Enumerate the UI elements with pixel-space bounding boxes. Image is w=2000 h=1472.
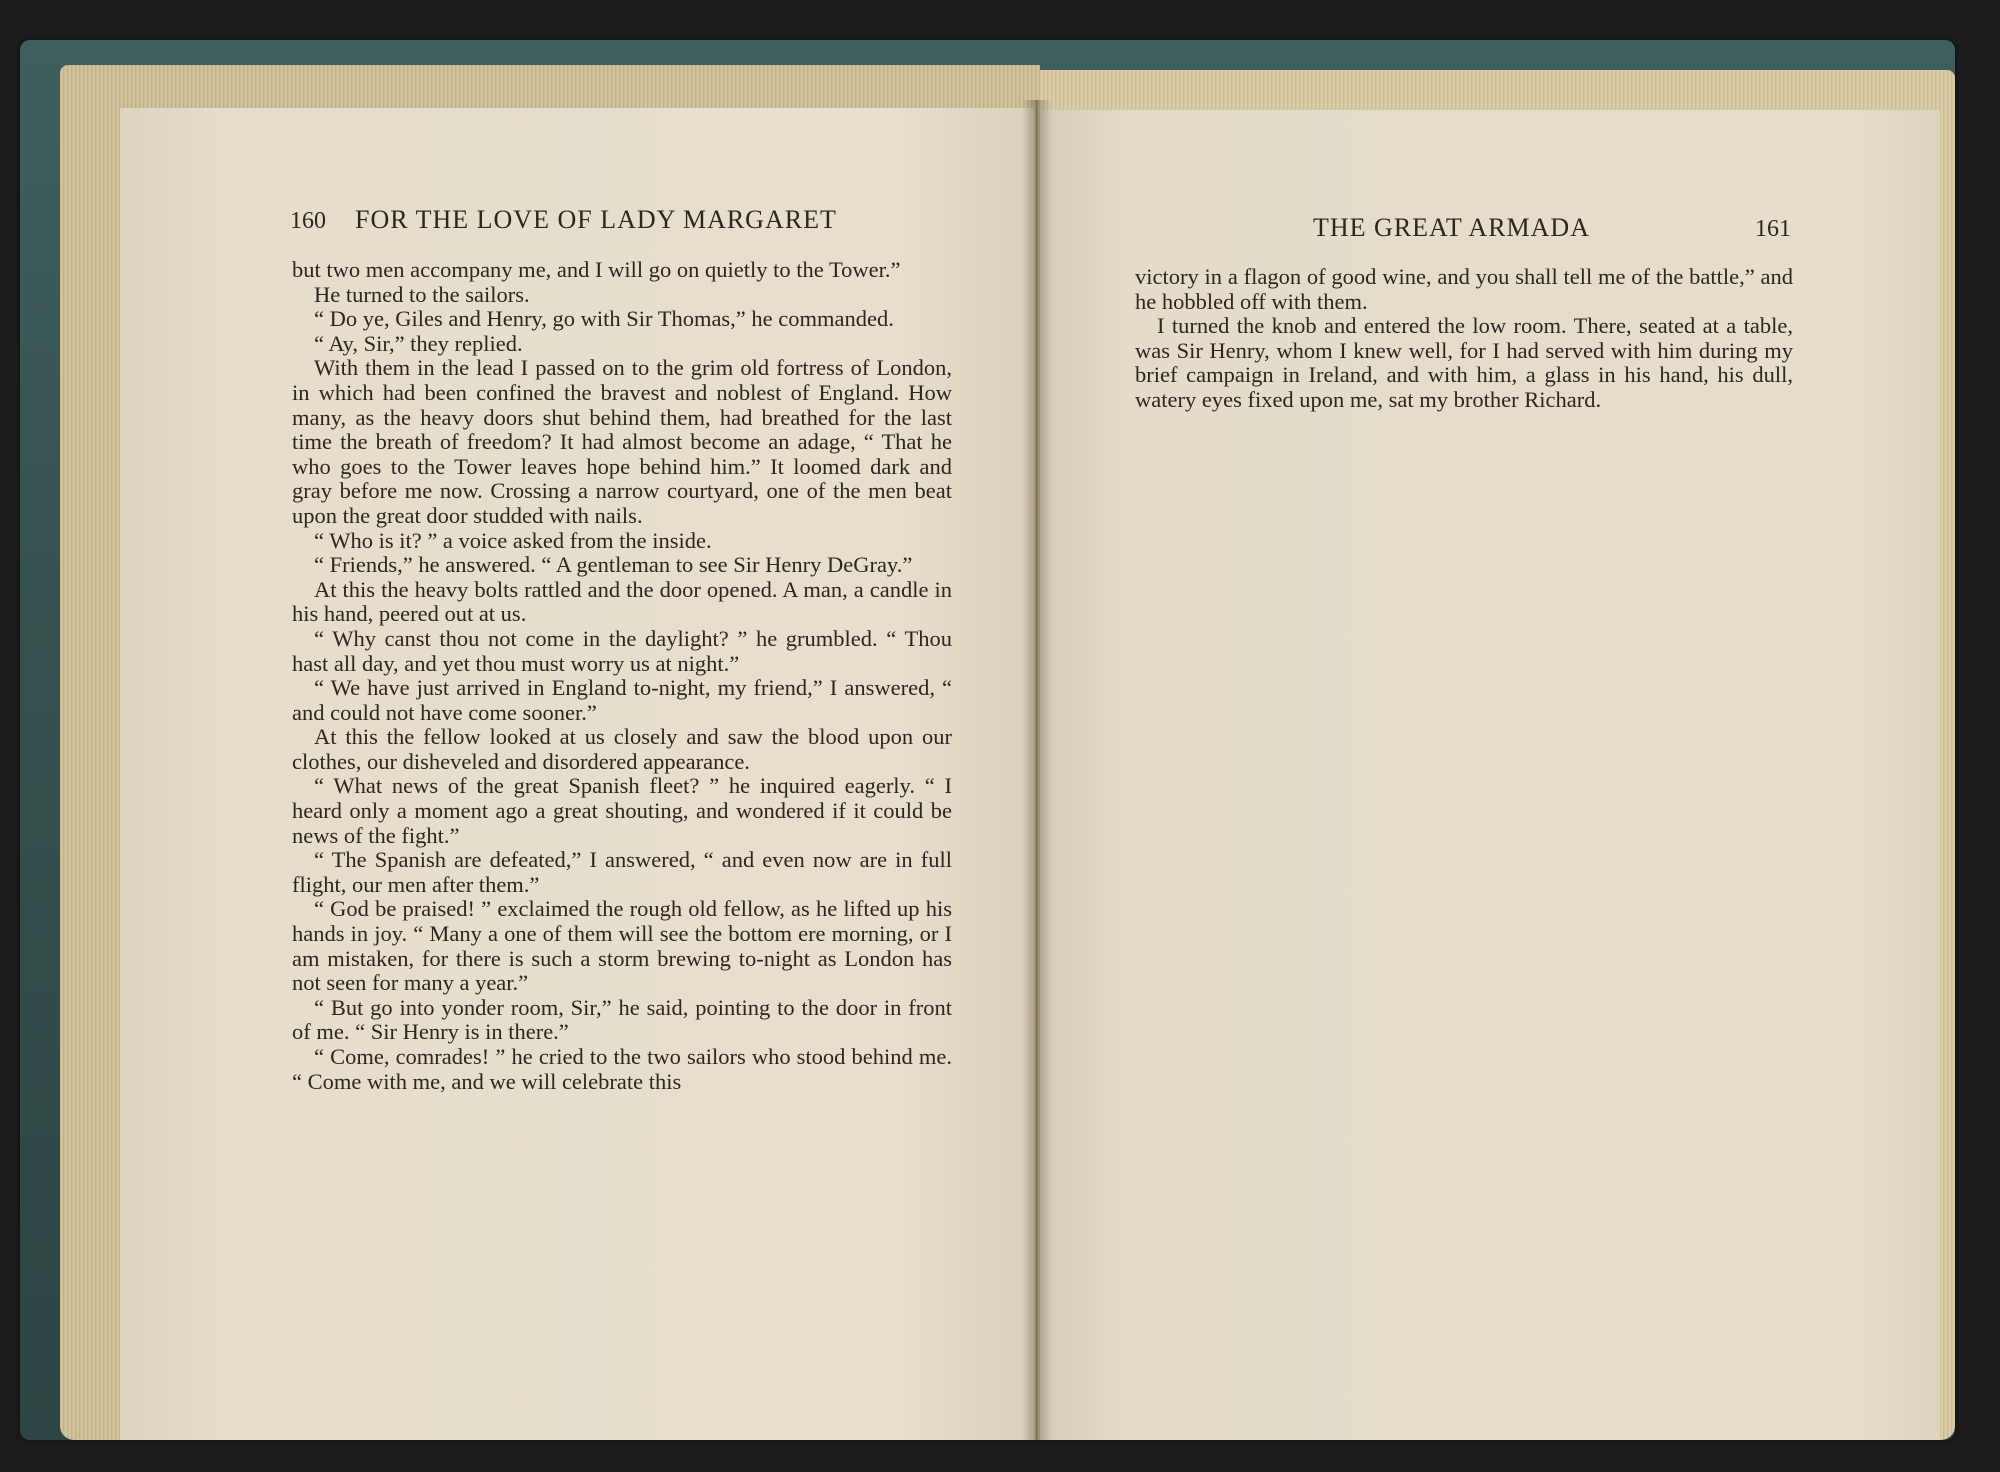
paragraph: I turned the knob and entered the low room. There, seated at a table, was Sir Henry, whom I knew well, for I had served with him during my brief campaign in Ireland, and with him, a glass in his hand, his dull, watery eyes fixed upon me, sat my brother Richard. [1135,313,1793,412]
paragraph: “ Do ye, Giles and Henry, go with Sir Thomas,” he commanded. [314,306,894,332]
right-page-number: 161 [1755,216,1791,242]
paragraph: At this the fellow looked at us closely and saw the blood upon our clothes, our disheveled and disordered appearance. [292,724,952,774]
book-gutter [1022,100,1052,1440]
paragraph: He turned to the sailors. [314,281,530,307]
right-running-head: THE GREAT ARMADA [1313,213,1590,242]
paragraph: but two men accompany me, and I will go on quietly to the Tower.” [292,257,901,282]
paragraph: “ Why canst thou not come in the daylight? ” he grumbled. “ Thou hast all day, and yet thou must worry us at night.” [292,625,952,676]
paragraph: “ But go into yonder room, Sir,” he said, pointing to the door in front of me. “ Sir Henry is in there.” [292,994,952,1045]
paragraph: “ Who is it? ” a voice asked from the inside. [314,527,712,553]
paragraph: “ We have just arrived in England to-night, my friend,” I answered, “ and could not have come sooner.” [292,675,952,725]
left-page-text [292,258,952,1094]
paragraph: “ God be praised! ” exclaimed the rough old fellow, as he lifted up his hands in joy. “ Many a one of them will see the bottom ere morning, or I am mistaken, for there is such a storm brewing to-night as London has not seen for many a year.” [292,896,952,996]
right-page-text [1135,265,1793,413]
paragraph: victory in a flagon of good wine, and you shall tell me of the battle,” and he hobbled off with them. [1135,264,1793,314]
paragraph: “ Come, comrades! ” he cried to the two sailors who stood behind me. “ Come with me, and we will celebrate this [292,1044,952,1094]
paragraph: At this the heavy bolts rattled and the door opened. A man, a candle in his hand, peered out at us. [292,576,952,627]
paragraph: “ The Spanish are defeated,” I answered, “ and even now are in full flight, our men after them.” [292,847,952,897]
paragraph: With them in the lead I passed on to the grim old fortress of London, in which had been confined the bravest and noblest of England. How many, as the heavy doors shut behind them, had breathed for the last time the breath of freedom? It had almost become an adage, “ That he who goes to the Tower leaves hope behind him.” It loomed dark and gray before me now. Crossing a narrow courtyard, one of the men beat upon the great door studded with nails. [292,355,952,528]
left-running-head: FOR THE LOVE OF LADY MARGARET [355,205,837,234]
paragraph: “ Friends,” he answered. “ A gentleman to see Sir Henry DeGray.” [314,552,913,578]
paragraph: “ Ay, Sir,” they replied. [314,330,523,356]
left-page-number: 160 [290,208,326,234]
paragraph: “ What news of the great Spanish fleet? ” he inquired eagerly. “ I heard only a moment ago a great shouting, and wondered if it could be news of the fight.” [292,773,952,848]
